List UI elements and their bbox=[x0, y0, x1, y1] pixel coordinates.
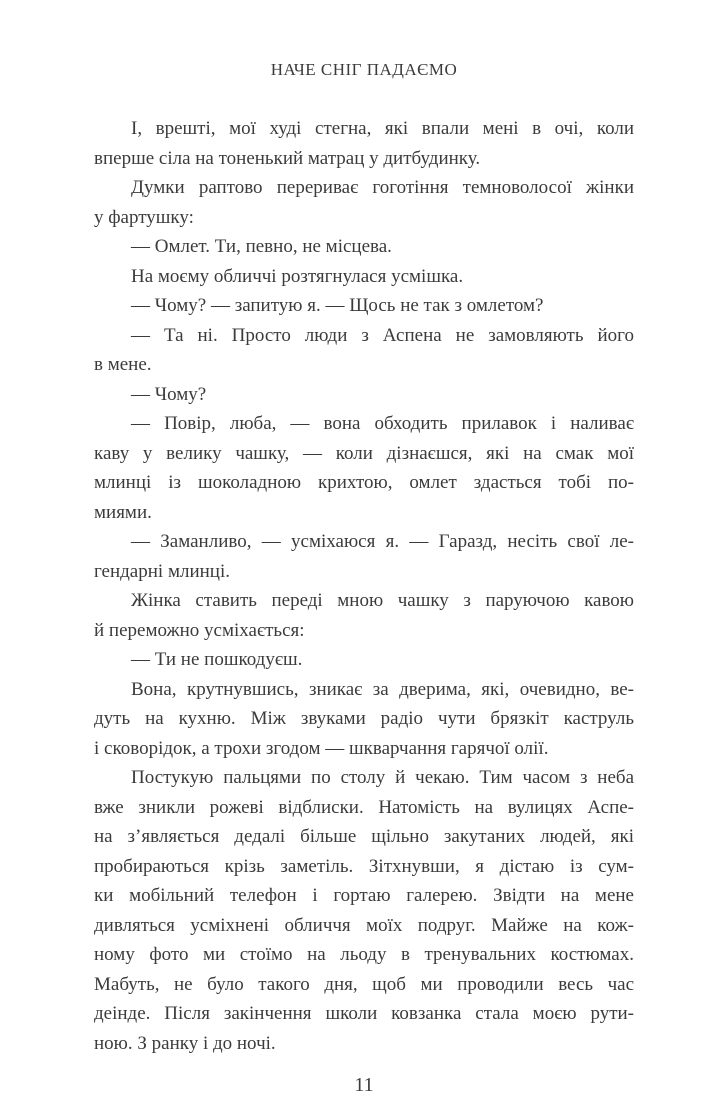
text-line: Мабуть, не було такого дня, щоб ми проводили весь час bbox=[94, 973, 634, 995]
text-line: ному фото ми стоїмо на льоду в тренувальних костюмах. bbox=[94, 944, 634, 965]
text-line: вперше сіла на тоненький матрац у дитбудинку. bbox=[94, 147, 481, 169]
text-line: ки мобільний телефон і гортаю галерею. Звідти на мене bbox=[94, 885, 634, 906]
text-line: Жінка ставить переді мною чашку з паруючою кавою bbox=[131, 590, 634, 611]
text-line: дивляться усміхнені обличчя моїх подруг. Майже на кож- bbox=[94, 914, 634, 936]
text-line: ною. З ранку і до ночі. bbox=[94, 1032, 276, 1054]
text-line: деінде. Після закінчення школи ковзанка стала моєю рути- bbox=[94, 1003, 634, 1024]
page-number: 11 bbox=[354, 1074, 374, 1096]
text-line: і сковорідок, а трохи згодом — шкварчання гарячої олії. bbox=[94, 737, 549, 759]
paragraph bbox=[94, 114, 634, 173]
paragraph bbox=[94, 409, 634, 527]
text-line: каву у велику чашку, — коли дізнаєшся, які на смак мої bbox=[94, 442, 634, 464]
paragraph bbox=[94, 763, 634, 1058]
text-line: вже зникли рожеві відблиски. Натомість на вулицях Аспе- bbox=[94, 796, 634, 818]
text-line: Думки раптово перериває гоготіння темноволосої жінки bbox=[131, 177, 634, 198]
text-line: — Ти не пошкодуєш. bbox=[131, 649, 303, 670]
text-line: у фартушку: bbox=[94, 206, 194, 228]
paragraph bbox=[94, 675, 634, 764]
paragraph bbox=[94, 232, 634, 262]
text-line: на з’являється дедалі більше щільно закутаних людей, які bbox=[94, 826, 634, 847]
text-line: в мене. bbox=[94, 354, 152, 375]
text-line: — Повір, люба, — вона обходить прилавок і наливає bbox=[131, 413, 634, 434]
page-body-text bbox=[94, 114, 634, 1058]
text-line: гендарні млинці. bbox=[94, 560, 230, 582]
paragraph bbox=[94, 291, 634, 321]
text-line: — Заманливо, — усміхаюся я. — Гаразд, несіть свої ле- bbox=[131, 531, 634, 552]
paragraph bbox=[94, 380, 634, 410]
paragraph bbox=[94, 645, 634, 675]
text-line: І, врешті, мої худі стегна, які впали мені в очі, коли bbox=[131, 118, 634, 139]
text-line: й переможно усміхається: bbox=[94, 619, 305, 641]
text-line: На моєму обличчі розтягнулася усмішка. bbox=[131, 265, 464, 287]
paragraph bbox=[94, 262, 634, 292]
text-line: Постукую пальцями по столу й чекаю. Тим часом з неба bbox=[131, 767, 634, 788]
paragraph bbox=[94, 173, 634, 232]
text-line: — Чому? bbox=[131, 383, 207, 405]
paragraph bbox=[94, 527, 634, 586]
running-title: НАЧЕ СНІГ ПАДАЄМО bbox=[270, 60, 458, 79]
paragraph bbox=[94, 321, 634, 380]
text-line: — Омлет. Ти, певно, не місцева. bbox=[131, 236, 392, 257]
text-line: млинці із шоколадною крихтою, омлет здасться тобі по- bbox=[94, 472, 634, 493]
text-line: пробираються крізь заметіль. Зітхнувши, я дістаю із сум- bbox=[94, 855, 634, 877]
text-line: Вона, крутнувшись, зникає за дверима, які, очевидно, ве- bbox=[131, 678, 634, 700]
paragraph bbox=[94, 586, 634, 645]
text-line: дуть на кухню. Між звуками радіо чути брязкіт каструль bbox=[94, 708, 634, 729]
text-line: миями. bbox=[94, 501, 152, 523]
text-line: — Та ні. Просто люди з Аспена не замовляють його bbox=[131, 324, 634, 346]
text-line: — Чому? — запитую я. — Щось не так з омлетом? bbox=[131, 295, 544, 316]
